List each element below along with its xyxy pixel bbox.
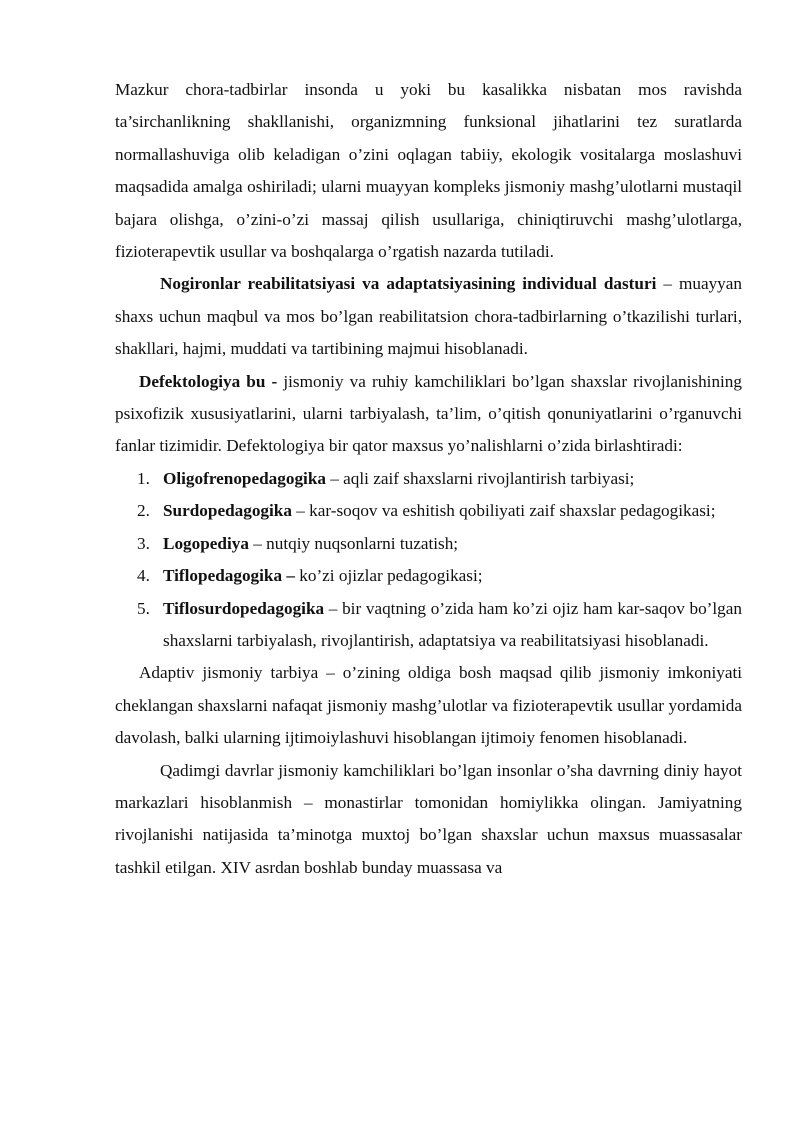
list-term: Logopediya (163, 533, 249, 553)
definition-defectology: jismoniy va ruhiy kamchiliklari bo’lgan shaxslar rivojlanishining psixofizik xususiyatlarini, ularni tarbiyalash, ta’lim, o’qitish qonuniyatlarini o’rganuvchi fanlar tizimidir. Defektologiya bir qator maxsus yo’nalishlarni o’zida birlashtiradi: (115, 371, 742, 456)
list-number: 3. (137, 533, 150, 553)
document-page (115, 74, 742, 884)
list-number: 4. (137, 566, 150, 586)
list-item (115, 528, 742, 560)
list-item (115, 463, 742, 495)
paragraph-defectology (115, 366, 742, 463)
list-term: Surdopedagogika (163, 501, 292, 521)
term-defectology: Defektologiya bu - (139, 371, 278, 391)
paragraph-individual-program (115, 268, 742, 365)
list-item (115, 495, 742, 527)
paragraph-adaptive-pe: Adaptiv jismoniy tarbiya – o’zining oldiga bosh maqsad qilib jismoniy imkoniyati cheklangan shaxslarni nafaqat jismoniy mashg’ulotlar va fizioterapevtik usullar yordamida davolash, balki ularning ijtimoiylashuvi hisoblangan ijtimoiy fenomen hisoblanadi. (115, 663, 742, 748)
list-text: ko’zi ojizlar pedagogikasi; (294, 566, 483, 586)
list-text: – bir vaqtning o’zida ham ko’zi ojiz ham kar-saqov bo’lgan shaxslarni tarbiyalash, rivojlantirish, adaptatsiya va reabilitatsiyasi hisoblanadi. (163, 598, 742, 650)
list-item (115, 560, 742, 592)
list-number: 5. (137, 598, 150, 618)
term-individual-program: Nogironlar reabilitatsiyasi va adaptatsiyasining individual dasturi (160, 274, 657, 294)
defectology-branches-list (115, 463, 742, 657)
list-number: 1. (137, 468, 150, 488)
list-term: Tiflopedagogika – (163, 566, 295, 586)
list-number: 2. (137, 501, 150, 521)
list-text: – nutqiy nuqsonlarni tuzatish; (248, 533, 459, 553)
paragraph-history: Qadimgi davrlar jismoniy kamchiliklari bo’lgan insonlar o’sha davrning diniy hayot markazlari hisoblanmish – monastirlar tomonidan homiylikka olingan. Jamiyatning rivojlanishi natijasida ta’minotga muxtoj bo’lgan shaxslar uchun maxsus muassasalar tashkil etilgan. XIV asrdan boshlab bunday muassasa va (115, 760, 742, 877)
list-item (115, 593, 742, 658)
definition-individual-program: – muayyan shaxs uchun maqbul va mos bo’lgan reabilitatsion chora-tadbirlarning o’tkazilishi turlari, shakllari, hajmi, muddati va tartibining majmui hisoblanadi. (115, 274, 742, 359)
list-text: – aqli zaif shaxslarni rivojlantirish tarbiyasi; (325, 468, 635, 488)
list-term: Tiflosurdopedagogika (163, 598, 325, 618)
list-text: – kar-soqov va eshitish qobiliyati zaif shaxslar pedagogikasi; (291, 501, 716, 521)
list-term: Oligofrenopedagogika (163, 468, 326, 488)
paragraph-measures: Mazkur chora-tadbirlar insonda u yoki bu kasalikka nisbatan mos ravishda ta’sirchanlikning shakllanishi, organizmning funksional jihatlarini tez suratlarda normallashuviga olib keladigan o’zini oqlagan tabiiy, ekologik vositalarga moslashuvi maqsadida amalga oshiriladi; ularni muayyan kompleks jismoniy mashg’ulotlarni mustaqil bajara olishga, o’zini-o’zi massaj qilish usullariga, chiniqtiruvchi mashg’ulotlarga, fizioterapevtik usullar va boshqalarga o’rgatish nazarda tutiladi. (115, 80, 742, 262)
